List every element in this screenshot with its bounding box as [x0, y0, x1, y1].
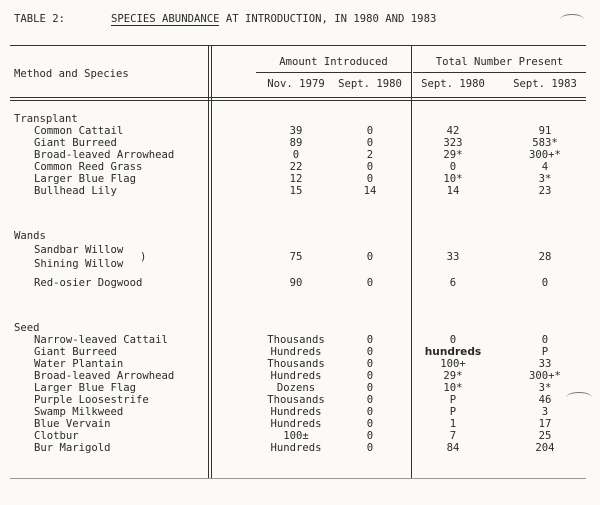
pen-mark: [560, 14, 584, 25]
value-cell: 2: [366, 149, 374, 161]
value-cell: P: [449, 406, 457, 418]
value-cell: 10*: [443, 382, 463, 394]
value-cell: 33: [446, 251, 460, 263]
value-cell: 29*: [443, 370, 463, 382]
top-rule: [10, 45, 586, 46]
value-cell: 22: [289, 161, 303, 173]
value-cell: 0: [366, 125, 374, 137]
value-cell: 0: [366, 334, 374, 346]
value-cell: 39: [289, 125, 303, 137]
value-cell: Hundreds: [270, 346, 322, 358]
value-cell: 0: [366, 358, 374, 370]
value-cell: Hundreds: [270, 406, 322, 418]
value-cell: 0: [366, 442, 374, 454]
value-cell: 300+*: [529, 370, 561, 382]
value-cell: 0: [449, 161, 457, 173]
group-rule-introduced: [256, 72, 411, 73]
col-header-nov1979: Nov. 1979: [267, 78, 325, 90]
value-cell: 10*: [443, 173, 463, 185]
species-name: Shining Willow: [34, 258, 124, 270]
value-cell: 0: [366, 173, 374, 185]
species-name: Common Reed Grass: [34, 161, 143, 173]
table-title-rest: AT INTRODUCTION, IN 1980 AND 1983: [219, 13, 437, 25]
value-cell: 91: [538, 125, 552, 137]
species-name: Sandbar Willow: [34, 244, 124, 256]
value-cell: Hundreds: [270, 418, 322, 430]
species-name: Bur Marigold: [34, 442, 111, 454]
value-cell: 4: [541, 161, 549, 173]
value-cell: 0: [366, 418, 374, 430]
value-cell: 0: [366, 382, 374, 394]
col-header-method: Method and Species: [14, 68, 129, 80]
table-title-underlined: SPECIES ABUNDANCE: [111, 13, 220, 25]
value-cell: 0: [541, 334, 549, 346]
value-cell: 46: [538, 394, 552, 406]
species-name: Swamp Milkweed: [34, 406, 124, 418]
method-col-divider-1: [208, 46, 209, 478]
value-cell: 0: [366, 370, 374, 382]
value-cell: 3*: [538, 173, 552, 185]
value-cell: 300+*: [529, 149, 561, 161]
col-header-sept1983: Sept. 1983: [513, 78, 577, 90]
value-cell: 84: [446, 442, 460, 454]
group-header-introduced: Amount Introduced: [279, 56, 388, 68]
group-header-present: Total Number Present: [435, 56, 564, 68]
method-col-divider-2: [211, 46, 212, 478]
value-cell: 0: [292, 149, 300, 161]
species-name: Broad-leaved Arrowhead: [34, 149, 175, 161]
bottom-rule: [10, 478, 586, 479]
value-cell: 0: [541, 277, 549, 289]
value-cell: 14: [363, 185, 377, 197]
value-cell: 90: [289, 277, 303, 289]
species-name: Bullhead Lily: [34, 185, 117, 197]
value-cell: 0: [366, 346, 374, 358]
value-cell: 0: [366, 277, 374, 289]
value-cell: 29*: [443, 149, 463, 161]
value-cell: 6: [449, 277, 457, 289]
section-seed: Seed: [14, 322, 40, 334]
value-cell: Hundreds: [270, 442, 322, 454]
col-header-sept1980-present: Sept. 1980: [421, 78, 485, 90]
value-cell: 14: [446, 185, 460, 197]
value-cell: hundreds: [424, 346, 482, 358]
species-name: Clotbur: [34, 430, 79, 442]
header-rule-1: [10, 97, 586, 98]
value-cell: 0: [366, 251, 374, 263]
grouping-brace: ): [140, 251, 147, 263]
species-name: Broad-leaved Arrowhead: [34, 370, 175, 382]
value-cell: Hundreds: [270, 370, 322, 382]
section-wands: Wands: [14, 230, 46, 242]
value-cell: 75: [289, 251, 303, 263]
species-name: Narrow-leaved Cattail: [34, 334, 168, 346]
value-cell: 0: [366, 394, 374, 406]
value-cell: 15: [289, 185, 303, 197]
value-cell: 0: [366, 137, 374, 149]
value-cell: 89: [289, 137, 303, 149]
table-number: TABLE 2:: [14, 13, 66, 25]
col-header-sept1980-intro: Sept. 1980: [338, 78, 402, 90]
header-rule-2: [10, 100, 586, 101]
table-title: [14, 13, 436, 25]
value-cell: Dozens: [276, 382, 316, 394]
value-cell: 1: [449, 418, 457, 430]
value-cell: Thousands: [267, 358, 325, 370]
value-cell: 25: [538, 430, 552, 442]
value-cell: 42: [446, 125, 460, 137]
species-name: Larger Blue Flag: [34, 382, 137, 394]
value-cell: 33: [538, 358, 552, 370]
value-cell: 0: [366, 430, 374, 442]
species-name: Blue Vervain: [34, 418, 111, 430]
value-cell: 0: [366, 406, 374, 418]
value-cell: 100+: [440, 358, 466, 370]
species-name: Purple Loosestrife: [34, 394, 149, 406]
value-cell: 100±: [283, 430, 309, 442]
value-cell: 204: [535, 442, 555, 454]
value-cell: Thousands: [267, 394, 325, 406]
value-cell: 0: [449, 334, 457, 346]
value-cell: P: [541, 346, 549, 358]
value-cell: 3: [541, 406, 549, 418]
value-cell: 12: [289, 173, 303, 185]
species-name: Common Cattail: [34, 125, 124, 137]
group-rule-present: [413, 72, 586, 73]
section-transplant: Transplant: [14, 113, 78, 125]
species-name: Giant Burreed: [34, 137, 117, 149]
species-name: Water Plantain: [34, 358, 124, 370]
value-cell: 17: [538, 418, 552, 430]
value-cell: P: [449, 394, 457, 406]
value-cell: 0: [366, 161, 374, 173]
value-cell: 28: [538, 251, 552, 263]
value-cell: Thousands: [267, 334, 325, 346]
value-cell: 583*: [532, 137, 558, 149]
value-cell: 23: [538, 185, 552, 197]
species-name: Larger Blue Flag: [34, 173, 137, 185]
species-name: Red-osier Dogwood: [34, 277, 143, 289]
value-cell: 3*: [538, 382, 552, 394]
species-name: Giant Burreed: [34, 346, 117, 358]
value-cell: 323: [443, 137, 463, 149]
value-cell: 7: [449, 430, 457, 442]
